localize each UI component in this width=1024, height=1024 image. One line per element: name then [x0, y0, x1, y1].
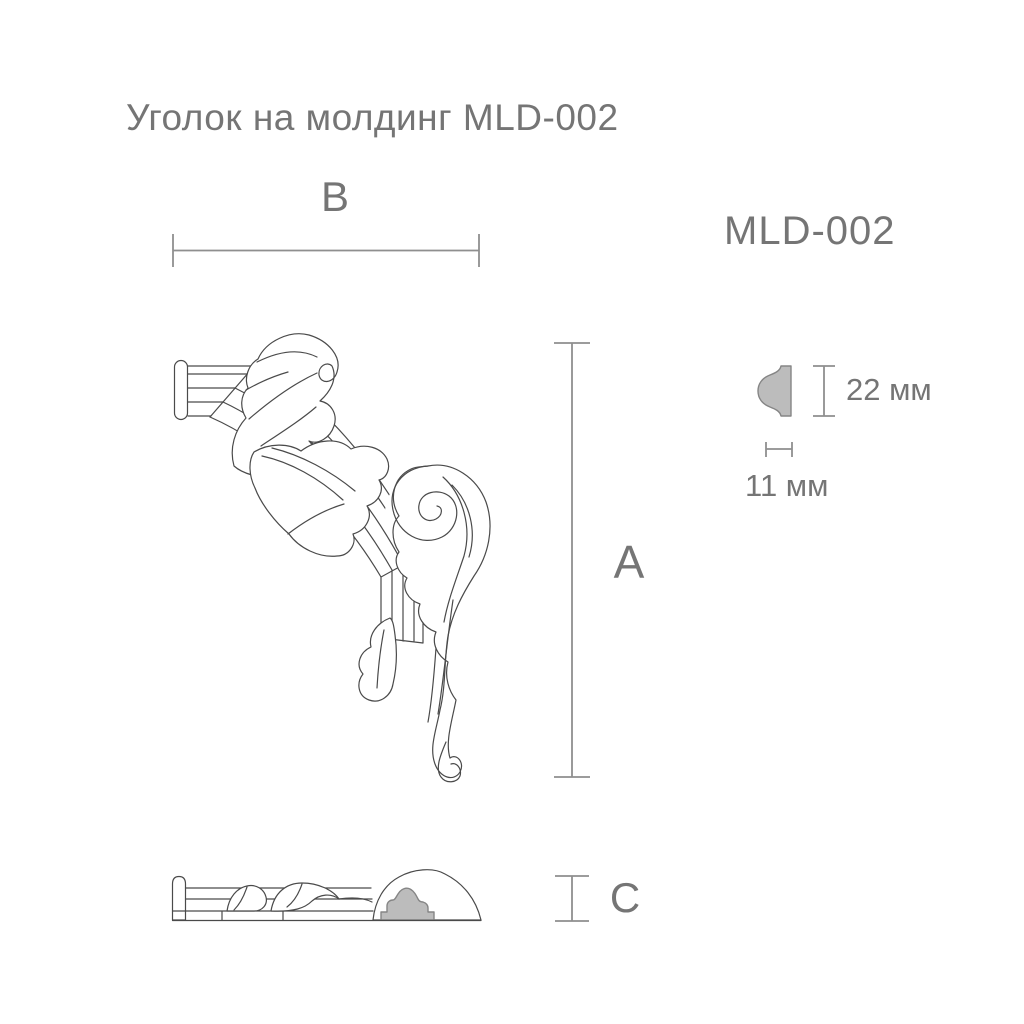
side-view-end-post — [173, 877, 186, 921]
dimension-b-line — [173, 234, 479, 267]
page-title: Уголок на молдинг MLD-002 — [126, 97, 619, 138]
dimension-b-label: B — [320, 173, 350, 220]
profile-height-dim-line — [813, 366, 835, 416]
corner-ornament-side-view — [173, 870, 482, 921]
profile-shape — [758, 366, 791, 416]
molding-end-cap — [175, 361, 188, 420]
side-view-leaf — [271, 883, 339, 911]
dimension-a-line — [554, 343, 590, 777]
dimension-c-line — [555, 876, 589, 921]
corner-ornament-front-view — [175, 334, 491, 782]
dimension-a-label: A — [613, 536, 645, 588]
product-code-label: MLD-002 — [724, 209, 896, 253]
profile-width-label: 11 мм — [745, 468, 829, 503]
dimension-c-label: C — [609, 874, 641, 921]
small-lobed-leaf — [359, 618, 396, 701]
profile-width-dim-line — [766, 442, 792, 457]
molding-profile-section — [758, 366, 791, 416]
profile-height-label: 22 мм — [846, 372, 932, 407]
